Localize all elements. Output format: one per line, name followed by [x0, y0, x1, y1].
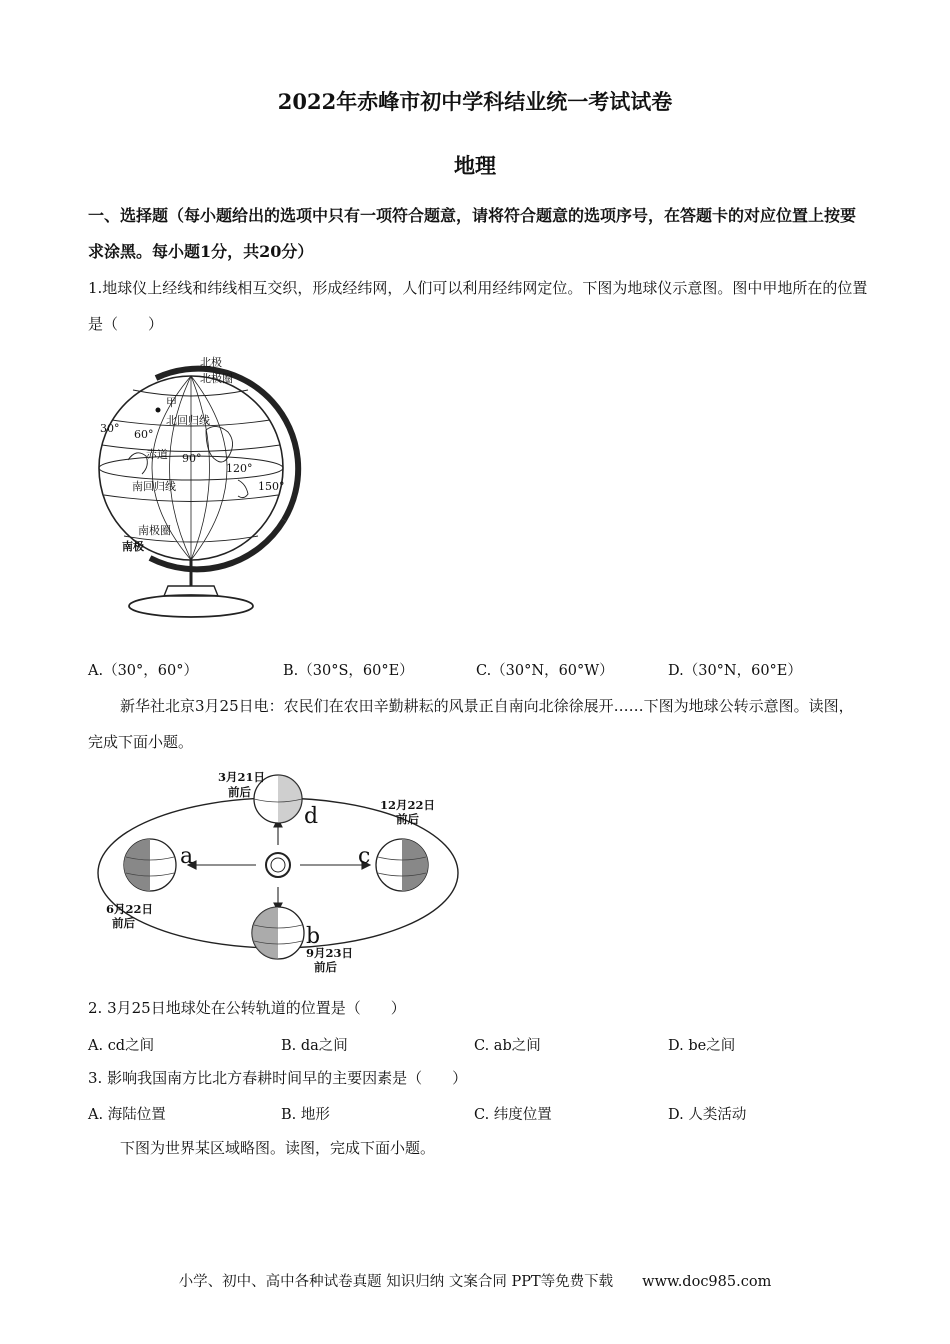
- label-deg150: 150°: [258, 480, 285, 493]
- label-jun22: 6月22日: [106, 902, 154, 916]
- q3-option-b[interactable]: B. 地形: [281, 1107, 330, 1123]
- label-antarctic-circle: 南极圈: [138, 524, 171, 537]
- globe-figure: [88, 350, 303, 620]
- label-deg120: 120°: [226, 462, 253, 475]
- q1-option-b[interactable]: B.（30°S，60°E）: [283, 663, 414, 679]
- q1-option-c[interactable]: C.（30°N，60°W）: [476, 663, 614, 679]
- question-3-stem: 3. 影响我国南方比北方春耕时间早的主要因素是（ ）: [88, 1069, 468, 1087]
- label-deg60: 60°: [134, 428, 154, 441]
- label-sep23: 9月23日: [306, 946, 354, 960]
- label-jun22-around: 前后: [112, 916, 135, 930]
- label-jia: 甲: [166, 396, 177, 409]
- exam-title: 2022年赤峰市初中学科结业统一考试试卷: [277, 89, 673, 114]
- label-dec22: 12月22日: [380, 798, 436, 812]
- label-a: a: [180, 844, 194, 869]
- intro-region-map: 下图为世界某区域略图。读图，完成下面小题。: [120, 1139, 436, 1157]
- q2-option-b[interactable]: B. da之间: [281, 1038, 348, 1054]
- label-arctic-circle: 北极圈: [200, 372, 233, 385]
- q1-option-a[interactable]: A.（30°，60°）: [88, 663, 198, 679]
- q3-option-c[interactable]: C. 纬度位置: [474, 1107, 552, 1123]
- q3-option-a[interactable]: A. 海陆位置: [88, 1107, 166, 1123]
- label-tropic-capricorn: 南回归线: [132, 480, 176, 493]
- label-dec22-around: 前后: [396, 812, 419, 826]
- label-deg90: 90°: [182, 452, 202, 465]
- label-mar21-around: 前后: [228, 785, 251, 799]
- q2-option-a[interactable]: A. cd之间: [88, 1038, 155, 1054]
- intro-orbit: 新华社北京3月25日电：农民们在农田辛勤耕耘的风景正自南向北徐徐展开……下图为地球公转示意图。读图，完成下面小题。: [88, 697, 854, 751]
- label-c: c: [358, 844, 371, 869]
- question-2-stem: 2. 3月25日地球处在公转轨道的位置是（ ）: [88, 999, 406, 1017]
- question-1-stem: 1.地球仪上经线和纬线相互交织，形成经纬网，人们可以利用经纬网定位。下图为地球仪示意图。图中甲地所在的位置是（ ）: [88, 279, 868, 333]
- label-tropic-cancer: 北回归线: [166, 414, 210, 427]
- label-north-pole: 北极: [200, 356, 222, 369]
- label-sep23-around: 前后: [314, 960, 337, 974]
- label-south-pole: 南极: [122, 540, 144, 553]
- label-equator: 赤道: [146, 448, 168, 461]
- page-footer: 小学、初中、高中各种试卷真题 知识归纳 文案合同 PPT等免费下载 www.doc985.com: [178, 1274, 772, 1290]
- subject-title: 地理: [454, 153, 496, 178]
- label-deg30: 30°: [100, 422, 120, 435]
- orbit-figure: [88, 765, 468, 980]
- label-b: b: [306, 924, 321, 949]
- q2-option-d[interactable]: D. be之间: [668, 1038, 736, 1054]
- label-mar21: 3月21日: [218, 770, 266, 784]
- q2-option-c[interactable]: C. ab之间: [474, 1038, 541, 1054]
- label-d: d: [304, 804, 319, 829]
- q3-option-d[interactable]: D. 人类活动: [668, 1107, 747, 1123]
- section-heading: 一、选择题（每小题给出的选项中只有一项符合题意，请将符合题意的选项序号，在答题卡的对应位置上按要求涂黑。每小题1分，共20分）: [88, 206, 857, 261]
- q1-option-d[interactable]: D.（30°N，60°E）: [668, 663, 802, 679]
